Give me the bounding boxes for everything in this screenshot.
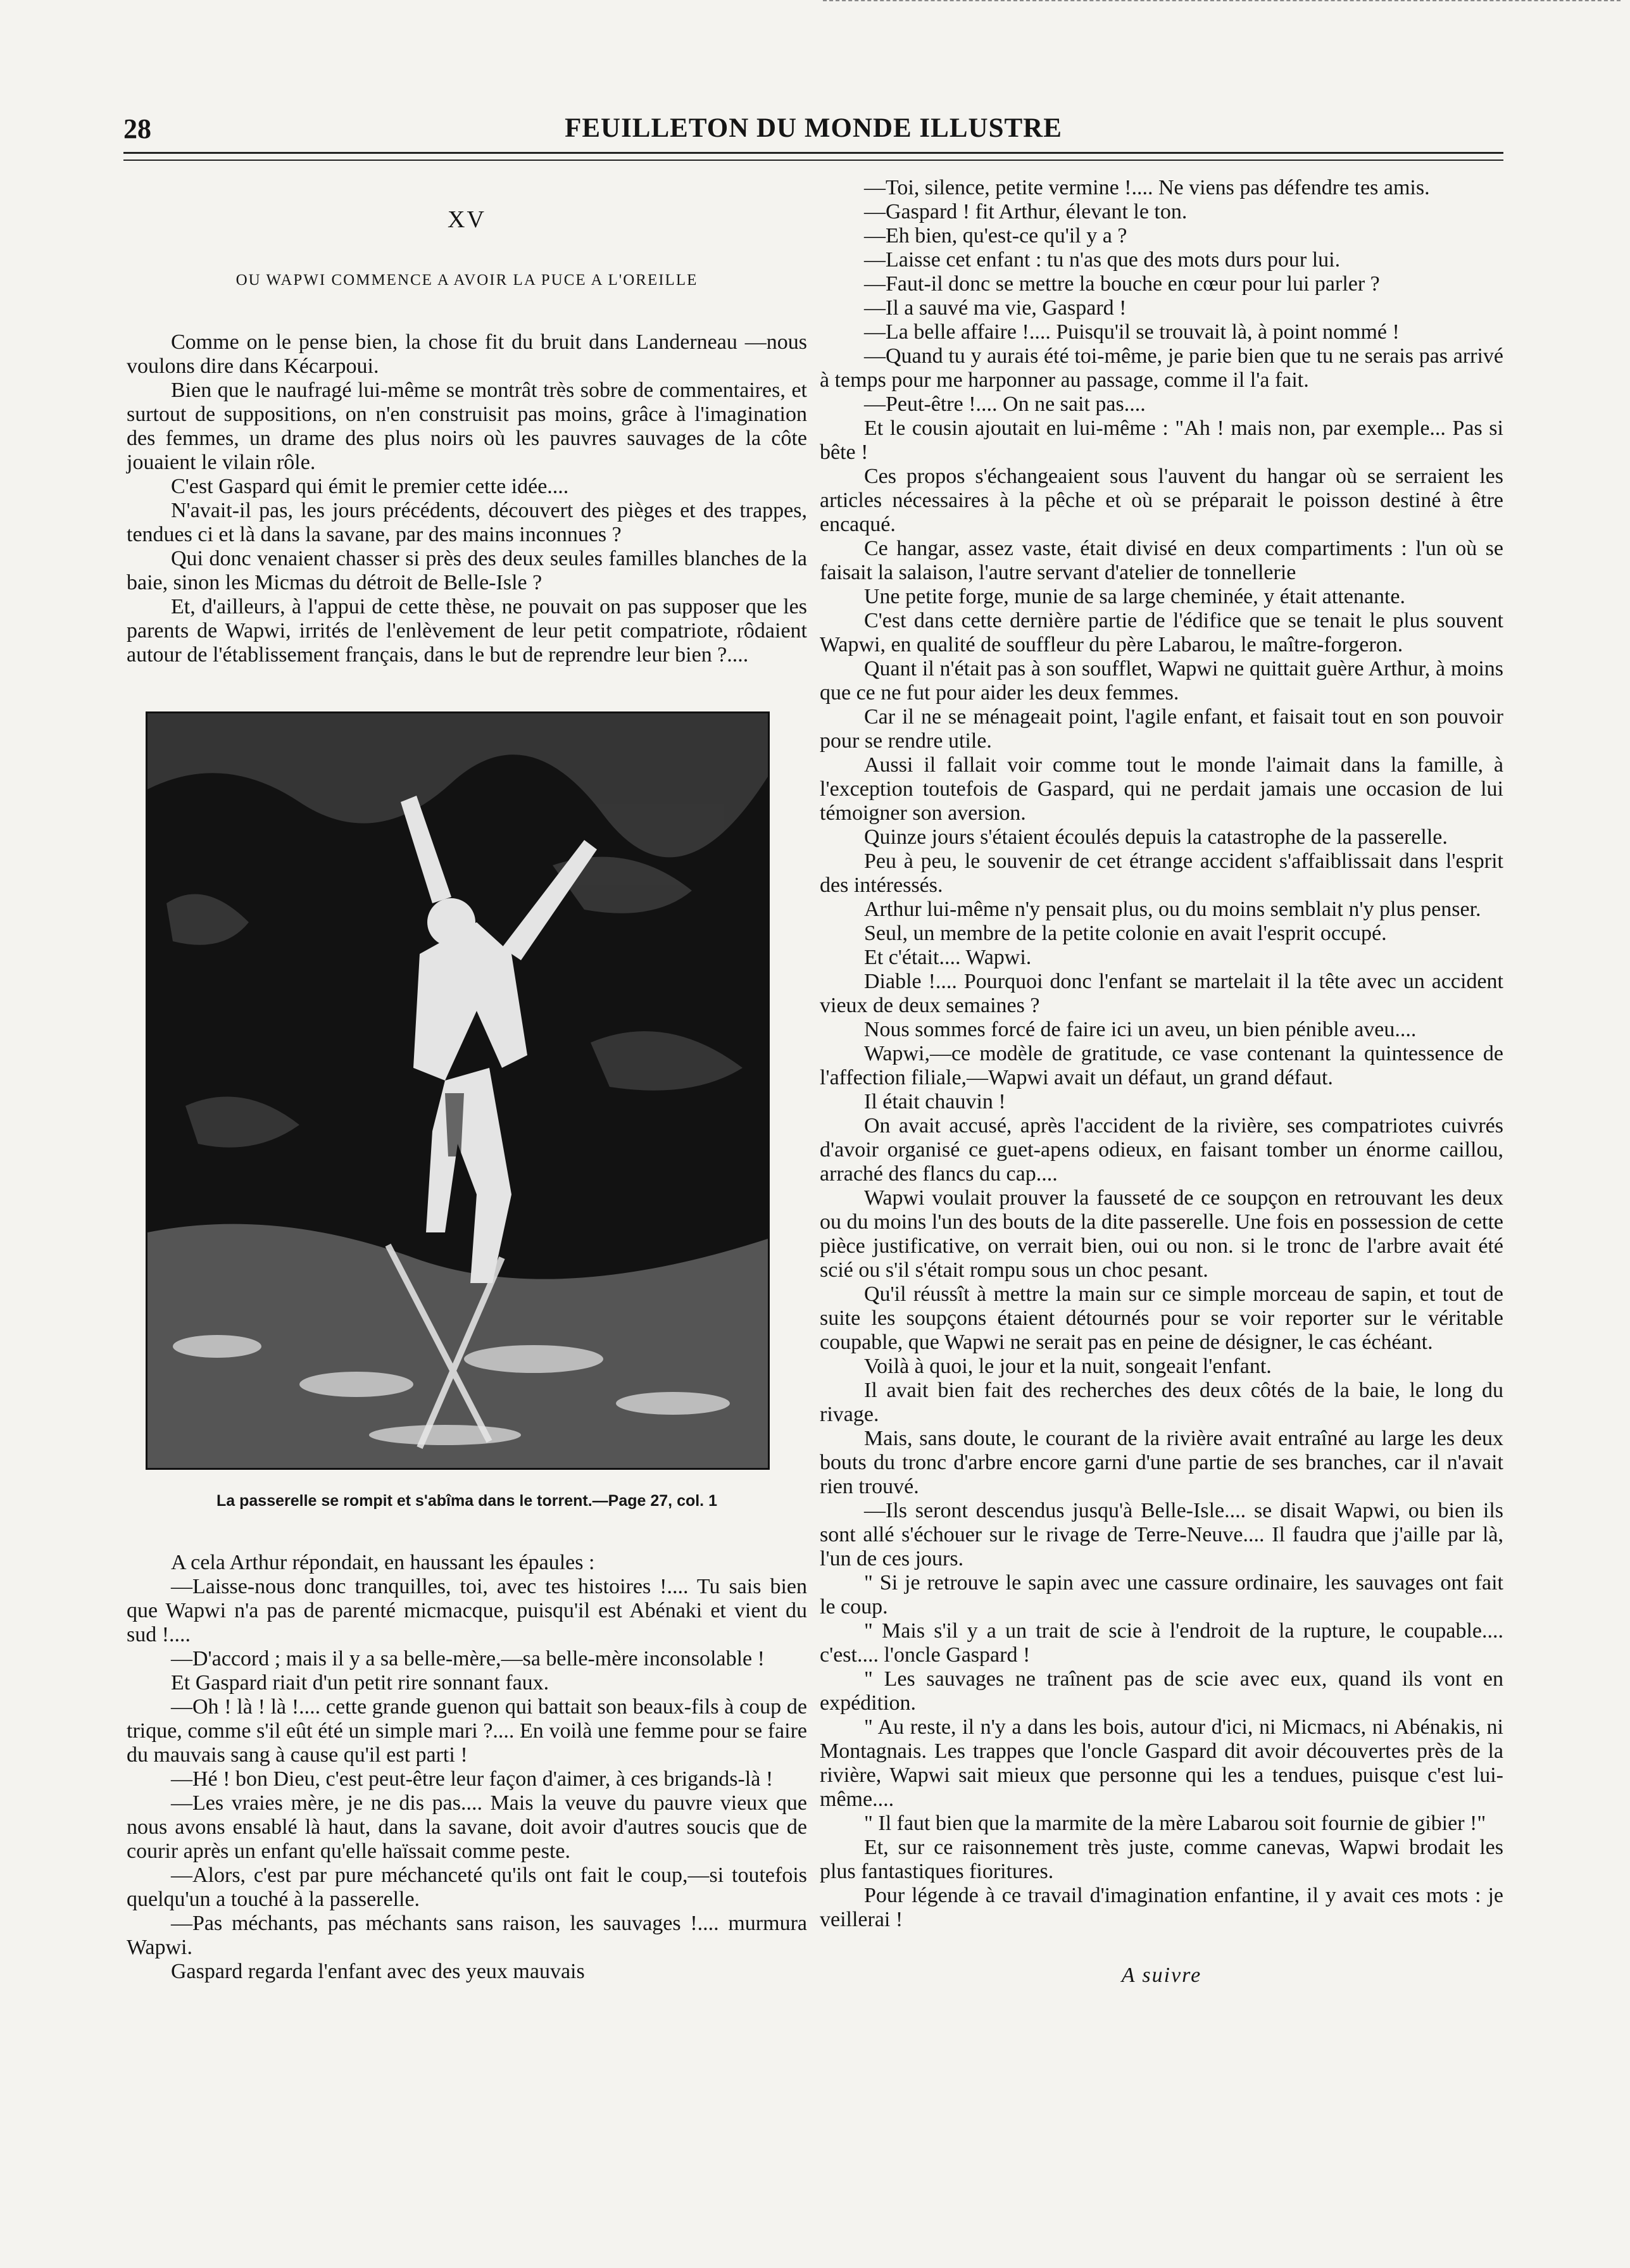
- paragraph: —Toi, silence, petite vermine !.... Ne viens pas défendre tes amis.: [864, 176, 1430, 199]
- paragraph: Car il ne se ménageait point, l'agile enfant, et faisait tout en son pouvoir pour se rendre utile.: [820, 705, 1503, 753]
- paragraph: Mais, sans doute, le courant de la rivière avait entraîné au large les deux bouts du tronc d'arbre encore garni d'une partie de ses branches, car il n'avait rien trouvé.: [820, 1427, 1503, 1498]
- paragraph: —Peut-être !.... On ne sait pas....: [864, 392, 1146, 416]
- chapter-title: OU WAPWI COMMENCE A AVOIR LA PUCE A L'OREILLE: [235, 272, 698, 289]
- paragraph: —Quand tu y aurais été toi-même, je parie bien que tu ne serais pas arrivé à temps pour me harponner au passage, comme il l'a fait.: [820, 344, 1503, 392]
- header-rule-thin: [123, 160, 1503, 161]
- paragraph: Quinze jours s'étaient écoulés depuis la catastrophe de la passerelle.: [864, 825, 1448, 849]
- paragraph: —La belle affaire !.... Puisqu'il se trouvait là, à point nommé !: [864, 320, 1400, 344]
- right-column: [820, 176, 1503, 1988]
- paragraph: " Les sauvages ne traînent pas de scie avec eux, quand ils vont en expédition.: [820, 1667, 1503, 1715]
- paragraph: Wapwi,—ce modèle de gratitude, ce vase contenant la quintessence de l'affection filiale,—Wapwi avait un défaut, un grand défaut.: [820, 1042, 1503, 1089]
- paragraph: N'avait-il pas, les jours précédents, découvert des pièges et des trappes, tendues ci et là dans la savane, par des mains inconnues ?: [127, 499, 807, 546]
- right-paragraphs: [820, 176, 1503, 1932]
- page-number: 28: [123, 113, 151, 144]
- paragraph: —Laisse cet enfant : tu n'as que des mots durs pour lui.: [864, 248, 1341, 272]
- paragraph: Et, d'ailleurs, à l'appui de cette thèse, ne pouvait on pas supposer que les parents de Wapwi, irrités de l'enlèvement de leur petit compatriote, rôdaient autour de l'établissement français, dans le but de reprendre leur bien ?....: [127, 595, 807, 667]
- paragraph: C'est Gaspard qui émit le premier cette idée....: [171, 475, 569, 498]
- top-edge-marks: [823, 0, 1621, 10]
- paragraph: Voilà à quoi, le jour et la nuit, songeait l'enfant.: [864, 1355, 1272, 1378]
- paragraph: —Faut-il donc se mettre la bouche en cœur pour lui parler ?: [864, 272, 1380, 296]
- paragraph: " Si je retrouve le sapin avec une cassure ordinaire, les sauvages ont fait le coup.: [820, 1571, 1503, 1619]
- paragraph: Diable !.... Pourquoi donc l'enfant se martelait il la tête avec un accident vieux de deux semaines ?: [820, 970, 1503, 1017]
- illustration-caption: La passerelle se rompit et s'abîma dans le torrent.—Page 27, col. 1: [216, 1492, 717, 1510]
- paragraph: —Oh ! là ! là !.... cette grande guenon qui battait son beaux-fils à coup de trique, comme s'il eût été un simple mari ?.... En voilà une femme pour se faire du mauvais sang à cause qu'il est parti !: [127, 1695, 807, 1767]
- paragraph: Il était chauvin !: [864, 1090, 1006, 1113]
- paragraph: —Hé ! bon Dieu, c'est peut-être leur façon d'aimer, à ces brigands-là !: [171, 1767, 774, 1791]
- page-header: [123, 113, 1503, 157]
- paragraph: " Au reste, il n'y a dans les bois, autour d'ici, ni Micmacs, ni Abénakis, ni Montagnais. Les trappes que l'oncle Gaspard dit avoir découvertes près de la rivière, Wapwi sait mieux que personne qui les a tendues, puisque c'est lui-même....: [820, 1715, 1503, 1811]
- left-paragraphs-before: [127, 330, 807, 667]
- paragraph: Pour légende à ce travail d'imagination enfantine, il y avait ces mots : je veillerai !: [820, 1884, 1503, 1931]
- left-column: [127, 170, 807, 1984]
- paragraph: Et le cousin ajoutait en lui-même : "Ah ! mais non, par exemple... Pas si bête !: [820, 417, 1503, 464]
- paragraph: On avait accusé, après l'accident de la rivière, ses compatriotes cuivrés d'avoir organisé ce guet-apens odieux, en faisant tomber un énorme caillou, arraché des flancs du cap....: [820, 1114, 1503, 1186]
- paragraph: Ce hangar, assez vaste, était divisé en deux compartiments : l'un où se faisait la salaison, l'autre servant d'atelier de tonnellerie: [820, 537, 1503, 584]
- man-on-breaking-bridge-image: [147, 713, 768, 1468]
- paragraph: Comme on le pense bien, la chose fit du bruit dans Landerneau —nous voulons dire dans Kécarpoui.: [127, 330, 807, 378]
- paragraph: Gaspard regarda l'enfant avec des yeux mauvais: [171, 1960, 585, 1983]
- engraving-illustration: [146, 711, 770, 1470]
- paragraph: Ces propos s'échangeaient sous l'auvent du hangar où se serraient les articles nécessaires à la pêche et où se préparait le poisson destiné à être encaqué.: [820, 465, 1503, 536]
- paragraph: —Pas méchants, pas méchants sans raison, les sauvages !.... murmura Wapwi.: [127, 1912, 807, 1959]
- paragraph: " Mais s'il y a un trait de scie à l'endroit de la rupture, le coupable.... c'est.... l'oncle Gaspard !: [820, 1619, 1503, 1667]
- left-paragraphs-after: [127, 1551, 807, 1984]
- paragraph: —Gaspard ! fit Arthur, élevant le ton.: [864, 200, 1188, 223]
- paragraph: " Il faut bien que la marmite de la mère Labarou soit fournie de gibier !": [864, 1812, 1486, 1835]
- paragraph: Il avait bien fait des recherches des deux côtés de la baie, le long du rivage.: [820, 1379, 1503, 1426]
- paragraph: —Eh bien, qu'est-ce qu'il y a ?: [864, 224, 1127, 247]
- paragraph: Bien que le naufragé lui-même se montrât très sobre de commentaires, et surtout de suppositions, on n'en construisit pas moins, grâce à l'imagination des femmes, un drame des plus noirs où les pauvres sauvages de la côte jouaient le vilain rôle.: [127, 379, 807, 474]
- journal-title: FEUILLETON DU MONDE ILLUSTRE: [565, 113, 1062, 143]
- paragraph: Et Gaspard riait d'un petit rire sonnant faux.: [171, 1671, 549, 1695]
- paragraph: Aussi il fallait voir comme tout le monde l'aimait dans la famille, à l'exception toutefois de Gaspard, qui ne perdait jamais une occasion de lui témoigner son aversion.: [820, 753, 1503, 825]
- paragraph: A cela Arthur répondait, en haussant les épaules :: [171, 1551, 595, 1574]
- paragraph: Quant il n'était pas à son soufflet, Wapwi ne quittait guère Arthur, à moins que ce ne fut pour aider les deux femmes.: [820, 657, 1503, 705]
- paragraph: —Les vraies mère, je ne dis pas.... Mais la veuve du pauvre vieux que nous avons ensablé là haut, dans la savane, doit avoir d'autres soucis que de courir après un enfant qu'elle haïssait comme peste.: [127, 1791, 807, 1863]
- paragraph: —Laisse-nous donc tranquilles, toi, avec tes histoires !.... Tu sais bien que Wapwi n'a pas de parenté micmacque, puisqu'il est Abénaki et vient du sud !....: [127, 1575, 807, 1646]
- paragraph: Arthur lui-même n'y pensait plus, ou du moins semblait n'y plus penser.: [864, 898, 1481, 921]
- paragraph: C'est dans cette dernière partie de l'édifice que se tenait le plus souvent Wapwi, en qualité de souffleur du père Labarou, le maître-forgeron.: [820, 609, 1503, 656]
- paragraph: Nous sommes forcé de faire ici un aveu, un bien pénible aveu....: [864, 1018, 1417, 1041]
- paragraph: Qu'il réussît à mettre la main sur ce simple morceau de sapin, et tout de suite les soupçons étaient détournés pour se voir reporter sur le véritable coupable, que Wapwi ne serait pas en peine de désigner, le cas échéant.: [820, 1282, 1503, 1354]
- chapter-number: XV: [448, 206, 486, 233]
- paragraph: Et, sur ce raisonnement très juste, comme canevas, Wapwi brodait les plus fantastiques fioritures.: [820, 1836, 1503, 1883]
- paragraph: Une petite forge, munie de sa large cheminée, y était attenante.: [864, 585, 1405, 608]
- paragraph: Et c'était.... Wapwi.: [864, 946, 1032, 969]
- paragraph: Peu à peu, le souvenir de cet étrange accident s'affaiblissait dans l'esprit des intéressés.: [820, 849, 1503, 897]
- paragraph: Wapwi voulait prouver la fausseté de ce soupçon en retrouvant les deux ou du moins l'un des bouts de la dite passerelle. Une fois en possession de cette pièce justificative, on verrait bien, oui ou non. si le tronc de l'arbre avait été scié ou s'il s'était rompu sous un choc pesant.: [820, 1186, 1503, 1282]
- paragraph: —Il a sauvé ma vie, Gaspard !: [864, 296, 1127, 320]
- paragraph: —Ils seront descendus jusqu'à Belle-Isle.... se disait Wapwi, ou bien ils sont allé s'échouer sur le rivage de Terre-Neuve.... Il faudra que j'aille par là, l'un de ces jours.: [820, 1499, 1503, 1570]
- paragraph: Seul, un membre de la petite colonie en avait l'esprit occupé.: [864, 922, 1387, 945]
- paragraph: —Alors, c'est par pure méchanceté qu'ils ont fait le coup,—si toutefois quelqu'un a touché à la passerelle.: [127, 1864, 807, 1911]
- to-be-continued: A suivre: [1121, 1964, 1202, 1987]
- paragraph: —D'accord ; mais il y a sa belle-mère,—sa belle-mère inconsolable !: [171, 1647, 765, 1670]
- paragraph: Qui donc venaient chasser si près des deux seules familles blanches de la baie, sinon les Micmas du détroit de Belle-Isle ?: [127, 547, 807, 594]
- header-rule: [123, 152, 1503, 154]
